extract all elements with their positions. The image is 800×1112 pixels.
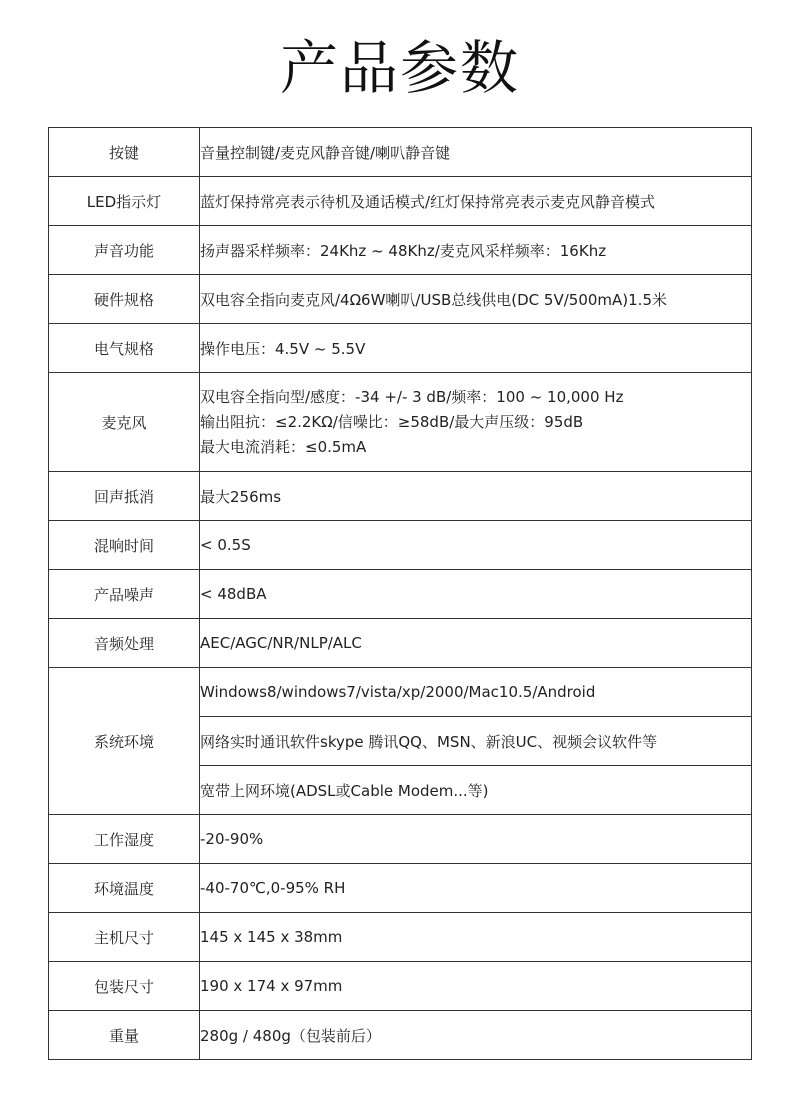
- table-row: [49, 962, 752, 1011]
- spec-value: 280g / 480g（包装前后）: [200, 1011, 752, 1060]
- spec-label: 音频处理: [49, 619, 200, 668]
- table-row: [49, 619, 752, 668]
- table-row: [49, 521, 752, 570]
- spec-label: 电气规格: [49, 324, 200, 373]
- spec-value: 音量控制键/麦克风静音键/喇叭静音键: [200, 128, 752, 177]
- spec-label: 包装尺寸: [49, 962, 200, 1011]
- spec-value: Windows8/windows7/vista/xp/2000/Mac10.5/Android: [200, 668, 752, 717]
- spec-label: 回声抵消: [49, 472, 200, 521]
- table-row: [49, 1011, 752, 1060]
- spec-label: LED指示灯: [49, 177, 200, 226]
- spec-label: 麦克风: [49, 373, 200, 472]
- spec-value: 宽带上网环境(ADSL或Cable Modem...等): [200, 766, 752, 815]
- spec-value: 操作电压：4.5V ~ 5.5V: [200, 324, 752, 373]
- spec-value: AEC/AGC/NR/NLP/ALC: [200, 619, 752, 668]
- spec-value: < 48dBA: [200, 570, 752, 619]
- spec-label: 混响时间: [49, 521, 200, 570]
- spec-value: 扬声器采样频率：24Khz ~ 48Khz/麦克风采样频率：16Khz: [200, 226, 752, 275]
- spec-label: 产品噪声: [49, 570, 200, 619]
- table-row: [49, 913, 752, 962]
- table-row: [49, 373, 752, 472]
- table-row: [49, 668, 752, 717]
- spec-label: 环境温度: [49, 864, 200, 913]
- table-row: [49, 324, 752, 373]
- spec-label: 声音功能: [49, 226, 200, 275]
- spec-label: 工作湿度: [49, 815, 200, 864]
- spec-value: 145 x 145 x 38mm: [200, 913, 752, 962]
- table-row: [49, 128, 752, 177]
- spec-label: 系统环境: [49, 668, 200, 815]
- table-row: [49, 864, 752, 913]
- spec-value-multiline: [200, 373, 752, 472]
- spec-label: 硬件规格: [49, 275, 200, 324]
- spec-value-line: 双电容全指向型/感度：-34 +/- 3 dB/频率：100 ~ 10,000 Hz: [200, 387, 624, 406]
- spec-label: 主机尺寸: [49, 913, 200, 962]
- spec-label: 按键: [49, 128, 200, 177]
- spec-table: [48, 127, 752, 1060]
- spec-value: 网络实时通讯软件skype 腾讯QQ、MSN、新浪UC、视频会议软件等: [200, 717, 752, 766]
- spec-value: 蓝灯保持常亮表示待机及通话模式/红灯保持常亮表示麦克风静音模式: [200, 177, 752, 226]
- table-row: [49, 275, 752, 324]
- spec-value: -20-90%: [200, 815, 752, 864]
- spec-label: 重量: [49, 1011, 200, 1060]
- spec-value: 190 x 174 x 97mm: [200, 962, 752, 1011]
- spec-value-line: 输出阻抗：≤2.2KΩ/信噪比：≥58dB/最大声压级：95dB: [200, 412, 584, 431]
- table-row: [49, 177, 752, 226]
- table-row: [49, 472, 752, 521]
- page-title: 产品参数: [279, 34, 520, 102]
- table-row: [49, 570, 752, 619]
- spec-value-line: 最大电流消耗：≤0.5mA: [200, 437, 367, 456]
- table-row: [49, 815, 752, 864]
- spec-value: 最大256ms: [200, 472, 752, 521]
- spec-value: -40-70℃,0-95% RH: [200, 864, 752, 913]
- spec-value: 双电容全指向麦克风/4Ω6W喇叭/USB总线供电(DC 5V/500mA)1.5米: [200, 275, 752, 324]
- spec-value: < 0.5S: [200, 521, 752, 570]
- table-row: [49, 226, 752, 275]
